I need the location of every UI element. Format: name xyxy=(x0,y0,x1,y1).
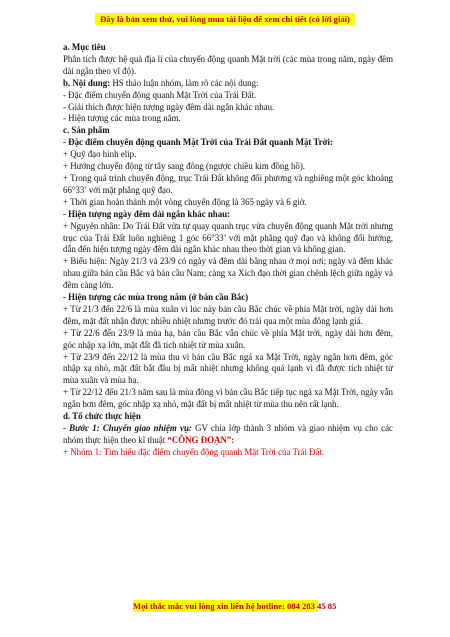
section-c-item: + Biểu hiện: Ngày 21/3 và 23/9 có ngày và đêm dài bằng nhau ở mọi nơi; ngày và đêm khác nhau giữa bán cầu Bắc và bán cầu Nam; càng xa Xích đạo thời gian chênh lệch giữa ngày và đêm càng lớn. xyxy=(63,256,393,291)
preview-notice-banner: Đây là bản xem thử, vui lòng mua tài liệu để xem chi tiết (có lời giải) xyxy=(95,13,355,25)
technique-colon: : xyxy=(231,434,235,445)
section-c-heading: c. Sản phẩm xyxy=(63,125,110,136)
section-c-item: + Từ 22/12 đến 21/3 năm sau là mùa đông vì bán cầu Bắc tiếp tục ngả xa Mặt Trời, ngày vẫn ngắn hơn đêm, góc nhập xạ nhỏ, mặt đất bị mất nhiệt từ mùa thu nên rất lạnh. xyxy=(63,387,393,410)
step-1-label: - Bước 1: Chuyển giao nhiệm vụ: xyxy=(63,423,192,433)
section-c-item: + Hướng chuyển động từ tây sang đông (ngược chiều kim đồng hồ). xyxy=(63,161,306,172)
section-c-item: + Quỹ đạo hình elip. xyxy=(63,149,137,160)
section-a-text: Phân tích được hệ quả địa lí của chuyển động quanh Mặt trời (các mùa trong năm, ngày đêm dài ngắn theo vĩ độ). xyxy=(63,53,393,76)
step-1-text: GV chia lớp thành 3 nhóm và giao nhiệm vụ cho các nhóm thực hiện theo kĩ thuật xyxy=(63,423,393,445)
document-body xyxy=(63,42,393,459)
section-d-heading: d. Tổ chức thực hiện xyxy=(63,411,141,422)
section-b-heading: b. Nội dung: xyxy=(63,77,111,88)
technique-name: “CÔNG ĐOẠN” xyxy=(167,434,232,445)
section-c-subheading: - Đặc điểm chuyển động quanh Mặt Trời của Trái Đất quanh Mặt Trời: xyxy=(63,137,333,148)
section-c-item: + Từ 23/9 đến 22/12 là mùa thu vì bán cầu Bắc ngả xa Mặt Trời, ngày ngắn hơn đêm, góc nhập xạ nhỏ, mặt đất bắt đầu bị mất nhiệt nhưng không quá lạnh vì đã được tích nhiệt từ mùa xuân và mùa hạ. xyxy=(63,351,393,386)
section-c-item: + Từ 22/6 đến 23/9 là mùa hạ, bán cầu Bắc vẫn chúc về phía Mặt trời, ngày dài hơn đêm, góc nhập xạ lớn, mặt đất đã tích nhiệt từ mùa xuân. xyxy=(63,327,393,350)
hotline-banner: Mọi thắc mắc vui lòng xin liên hệ hotline: 084 283 45 85 xyxy=(133,601,337,611)
section-b-item: - Đặc điểm chuyển động quanh Mặt Trời của Trái Đất. xyxy=(63,89,257,100)
section-c-item: + Nguyên nhân: Do Trái Đất vừa tự quay quanh trục vừa chuyển động quanh Mặt trời nhưng trục của Trái Đất luôn nghiêng 1 góc 66°33’ với mặt phẳng quỹ đạo và không đổi hướng, dẫn đến hiện tượng ngày đêm dài ngắn khác nhau theo thời gian và không gian. xyxy=(63,220,393,255)
section-b-line xyxy=(63,78,393,90)
section-a-heading: a. Mục tiêu xyxy=(63,42,106,52)
section-b-text: HS thảo luận nhóm, làm rõ các nội dung: xyxy=(110,77,259,88)
section-b-item: - Hiện tượng các mùa trong năm. xyxy=(63,113,181,124)
section-c-item: + Từ 21/3 đến 22/6 là mùa xuân vì lúc này bán cầu Bắc chúc về phía Mặt trời, ngày dài hơn đêm, mặt đất nhận được nhiều nhiệt nhưng trước đó trái qua một mùa đông lạnh giá. xyxy=(63,303,393,326)
section-b-item: - Giải thích được hiện tượng ngày đêm dài ngắn khác nhau. xyxy=(63,101,275,112)
section-c-subheading: - Hiện tượng ngày đêm dài ngắn khác nhau: xyxy=(63,208,231,219)
section-c-subheading: - Hiện tượng các mùa trong năm (ở bán cầu Bắc) xyxy=(63,292,249,303)
section-c-item: + Thời gian hoàn thành một vòng chuyển động là 365 ngày và 6 giờ. xyxy=(63,196,307,207)
section-d-step xyxy=(63,423,393,447)
section-c-item: + Trong quá trình chuyển động, trục Trái Đất không đổi phương và nghiêng một góc khoảng 66°33’ với mặt phẳng quỹ đạo. xyxy=(63,172,393,195)
group-1-task: + Nhóm 1: Tìm hiểu đặc điểm chuyển động quanh Mặt Trời của Trái Đất. xyxy=(63,446,325,457)
